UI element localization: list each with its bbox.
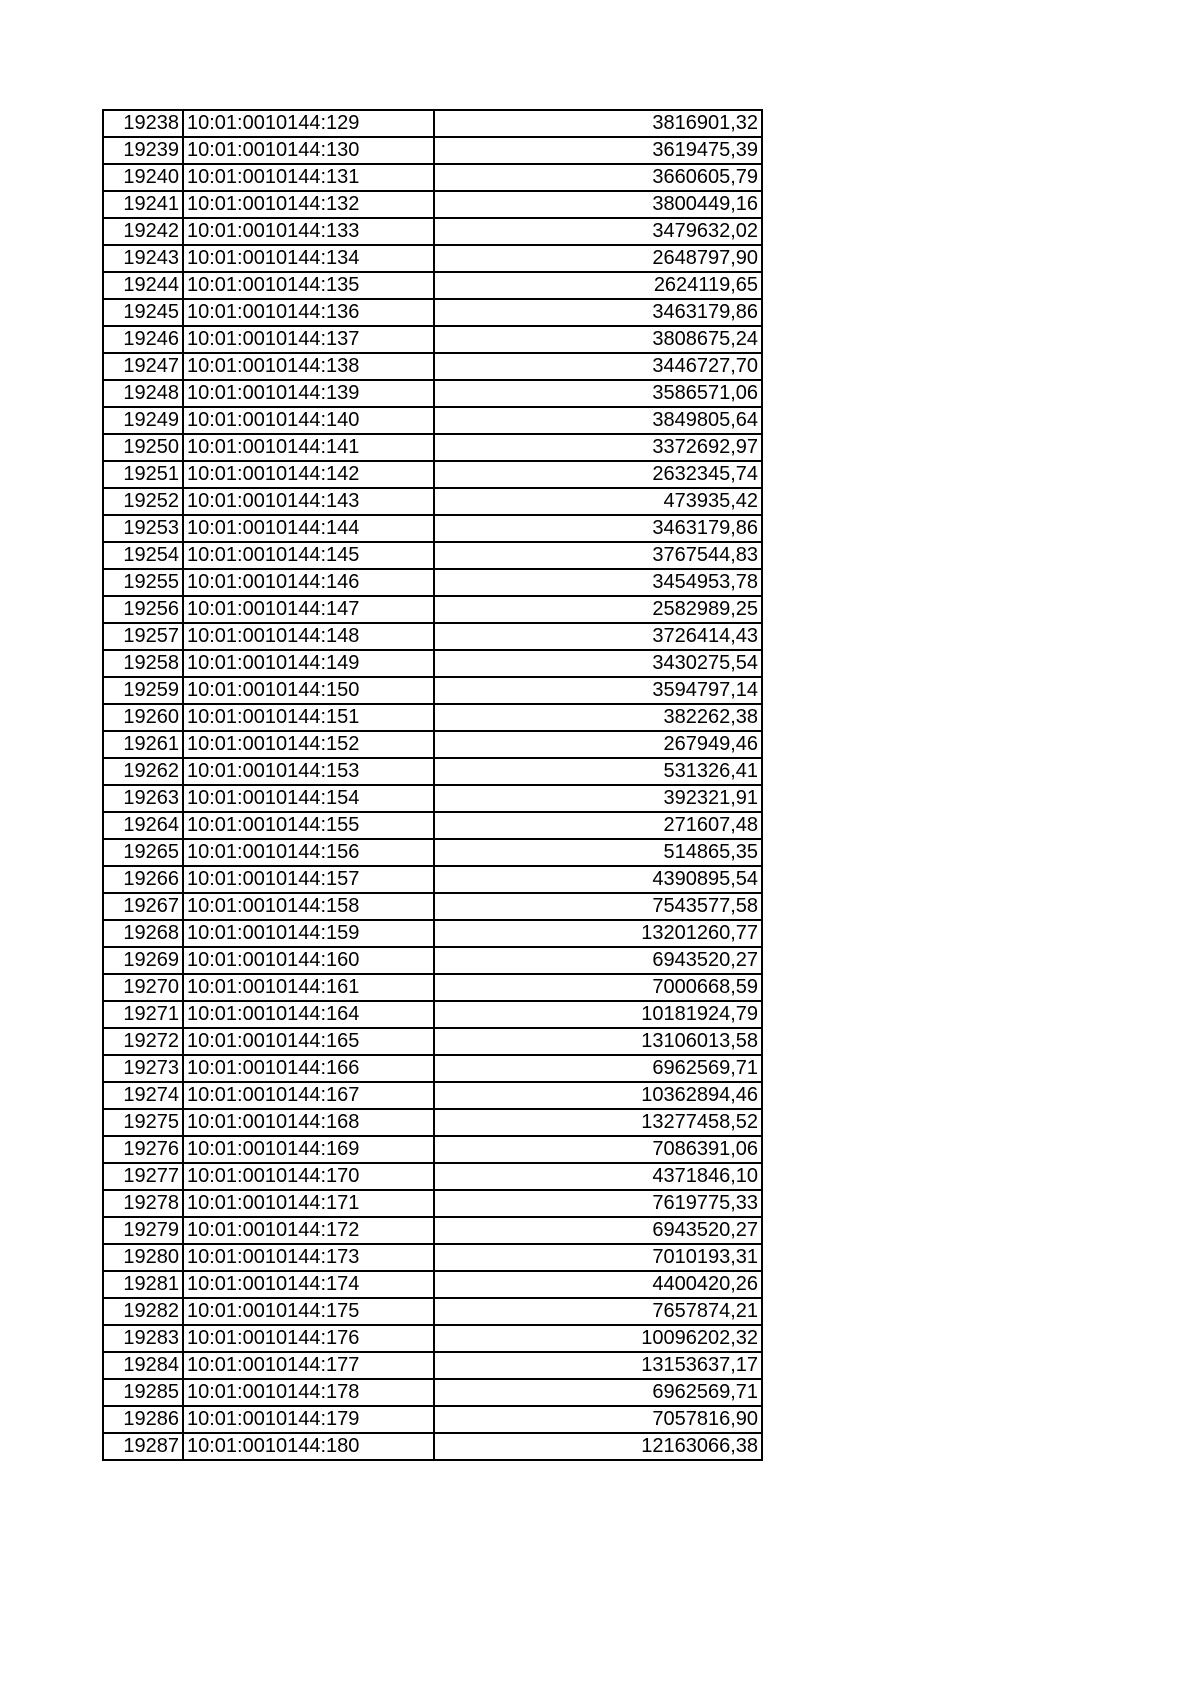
table-row	[103, 812, 762, 839]
row-number-cell: 19252	[103, 488, 183, 515]
cadastral-value-cell: 10362894,46	[434, 1082, 762, 1109]
cadastral-number-cell: 10:01:0010144:132	[183, 191, 434, 218]
cadastral-number-cell: 10:01:0010144:171	[183, 1190, 434, 1217]
cadastral-value-cell: 3463179,86	[434, 515, 762, 542]
cadastral-number-cell: 10:01:0010144:149	[183, 650, 434, 677]
cadastral-value-cell: 3726414,43	[434, 623, 762, 650]
cadastral-number-cell: 10:01:0010144:155	[183, 812, 434, 839]
table-row	[103, 137, 762, 164]
cadastral-value-cell: 3479632,02	[434, 218, 762, 245]
row-number-cell: 19260	[103, 704, 183, 731]
cadastral-value-cell: 3660605,79	[434, 164, 762, 191]
cadastral-value-cell: 2582989,25	[434, 596, 762, 623]
row-number-cell: 19243	[103, 245, 183, 272]
cadastral-value-cell: 7619775,33	[434, 1190, 762, 1217]
table-row	[103, 596, 762, 623]
cadastral-number-cell: 10:01:0010144:166	[183, 1055, 434, 1082]
cadastral-number-cell: 10:01:0010144:130	[183, 137, 434, 164]
row-number-cell: 19239	[103, 137, 183, 164]
cadastral-number-cell: 10:01:0010144:146	[183, 569, 434, 596]
row-number-cell: 19244	[103, 272, 183, 299]
cadastral-number-cell: 10:01:0010144:167	[183, 1082, 434, 1109]
cadastral-value-cell: 13201260,77	[434, 920, 762, 947]
cadastral-value-cell: 6943520,27	[434, 947, 762, 974]
table-row	[103, 191, 762, 218]
cadastral-number-cell: 10:01:0010144:133	[183, 218, 434, 245]
cadastral-value-cell: 267949,46	[434, 731, 762, 758]
row-number-cell: 19242	[103, 218, 183, 245]
cadastral-number-cell: 10:01:0010144:136	[183, 299, 434, 326]
table-row	[103, 704, 762, 731]
table-row	[103, 974, 762, 1001]
cadastral-value-cell: 531326,41	[434, 758, 762, 785]
cadastral-value-cell: 6962569,71	[434, 1055, 762, 1082]
table-row	[103, 1136, 762, 1163]
cadastral-number-cell: 10:01:0010144:150	[183, 677, 434, 704]
table-row	[103, 1379, 762, 1406]
cadastral-number-cell: 10:01:0010144:172	[183, 1217, 434, 1244]
table-row	[103, 1190, 762, 1217]
cadastral-value-cell: 7010193,31	[434, 1244, 762, 1271]
table-row	[103, 1244, 762, 1271]
cadastral-number-cell: 10:01:0010144:140	[183, 407, 434, 434]
table-row	[103, 920, 762, 947]
table-row	[103, 1217, 762, 1244]
cadastral-value-cell: 392321,91	[434, 785, 762, 812]
row-number-cell: 19280	[103, 1244, 183, 1271]
cadastral-number-cell: 10:01:0010144:161	[183, 974, 434, 1001]
table-row	[103, 218, 762, 245]
cadastral-value-cell: 3808675,24	[434, 326, 762, 353]
cadastral-value-cell: 2648797,90	[434, 245, 762, 272]
row-number-cell: 19264	[103, 812, 183, 839]
row-number-cell: 19245	[103, 299, 183, 326]
cadastral-value-cell: 3767544,83	[434, 542, 762, 569]
table-row	[103, 758, 762, 785]
cadastral-number-cell: 10:01:0010144:178	[183, 1379, 434, 1406]
table-row	[103, 1001, 762, 1028]
table-row	[103, 1028, 762, 1055]
cadastral-value-cell: 2624119,65	[434, 272, 762, 299]
cadastral-value-cell: 7000668,59	[434, 974, 762, 1001]
cadastral-number-cell: 10:01:0010144:148	[183, 623, 434, 650]
table-row	[103, 866, 762, 893]
table-row	[103, 623, 762, 650]
cadastral-number-cell: 10:01:0010144:134	[183, 245, 434, 272]
row-number-cell: 19278	[103, 1190, 183, 1217]
cadastral-value-cell: 7657874,21	[434, 1298, 762, 1325]
cadastral-number-cell: 10:01:0010144:173	[183, 1244, 434, 1271]
cadastral-number-cell: 10:01:0010144:154	[183, 785, 434, 812]
table-row	[103, 1271, 762, 1298]
row-number-cell: 19255	[103, 569, 183, 596]
row-number-cell: 19282	[103, 1298, 183, 1325]
row-number-cell: 19272	[103, 1028, 183, 1055]
cadastral-number-cell: 10:01:0010144:168	[183, 1109, 434, 1136]
table-row	[103, 488, 762, 515]
cadastral-value-cell: 3849805,64	[434, 407, 762, 434]
cadastral-value-cell: 3594797,14	[434, 677, 762, 704]
table-row	[103, 542, 762, 569]
cadastral-number-cell: 10:01:0010144:159	[183, 920, 434, 947]
table-row	[103, 1109, 762, 1136]
cadastral-value-cell: 10181924,79	[434, 1001, 762, 1028]
cadastral-number-cell: 10:01:0010144:169	[183, 1136, 434, 1163]
row-number-cell: 19283	[103, 1325, 183, 1352]
table-row	[103, 515, 762, 542]
cadastral-number-cell: 10:01:0010144:129	[183, 110, 434, 137]
row-number-cell: 19248	[103, 380, 183, 407]
cadastral-value-cell: 3816901,32	[434, 110, 762, 137]
cadastral-number-cell: 10:01:0010144:170	[183, 1163, 434, 1190]
row-number-cell: 19270	[103, 974, 183, 1001]
row-number-cell: 19238	[103, 110, 183, 137]
cadastral-number-cell: 10:01:0010144:143	[183, 488, 434, 515]
row-number-cell: 19258	[103, 650, 183, 677]
table-row	[103, 434, 762, 461]
table-row	[103, 569, 762, 596]
cadastral-number-cell: 10:01:0010144:142	[183, 461, 434, 488]
table-row	[103, 677, 762, 704]
cadastral-number-cell: 10:01:0010144:138	[183, 353, 434, 380]
cadastral-number-cell: 10:01:0010144:131	[183, 164, 434, 191]
table-row	[103, 785, 762, 812]
table-row	[103, 947, 762, 974]
table-row	[103, 1163, 762, 1190]
row-number-cell: 19267	[103, 893, 183, 920]
table-row	[103, 299, 762, 326]
table-row	[103, 272, 762, 299]
cadastral-number-cell: 10:01:0010144:137	[183, 326, 434, 353]
table-row	[103, 326, 762, 353]
cadastral-value-cell: 10096202,32	[434, 1325, 762, 1352]
table-row	[103, 839, 762, 866]
row-number-cell: 19287	[103, 1433, 183, 1460]
row-number-cell: 19274	[103, 1082, 183, 1109]
table-row	[103, 164, 762, 191]
cadastral-value-cell: 7543577,58	[434, 893, 762, 920]
row-number-cell: 19262	[103, 758, 183, 785]
cadastral-number-cell: 10:01:0010144:158	[183, 893, 434, 920]
cadastral-value-cell: 382262,38	[434, 704, 762, 731]
cadastral-number-cell: 10:01:0010144:180	[183, 1433, 434, 1460]
cadastral-value-cell: 271607,48	[434, 812, 762, 839]
table-row	[103, 1352, 762, 1379]
cadastral-number-cell: 10:01:0010144:141	[183, 434, 434, 461]
cadastral-number-cell: 10:01:0010144:145	[183, 542, 434, 569]
table-row	[103, 407, 762, 434]
row-number-cell: 19254	[103, 542, 183, 569]
row-number-cell: 19240	[103, 164, 183, 191]
table-row	[103, 353, 762, 380]
row-number-cell: 19286	[103, 1406, 183, 1433]
cadastral-value-cell: 473935,42	[434, 488, 762, 515]
cadastral-number-cell: 10:01:0010144:139	[183, 380, 434, 407]
table-row	[103, 1298, 762, 1325]
cadastral-value-cell: 3800449,16	[434, 191, 762, 218]
cadastral-value-cell: 3619475,39	[434, 137, 762, 164]
row-number-cell: 19241	[103, 191, 183, 218]
row-number-cell: 19268	[103, 920, 183, 947]
row-number-cell: 19273	[103, 1055, 183, 1082]
table-row	[103, 1325, 762, 1352]
cadastral-value-cell: 2632345,74	[434, 461, 762, 488]
row-number-cell: 19246	[103, 326, 183, 353]
table-row	[103, 893, 762, 920]
cadastral-number-cell: 10:01:0010144:153	[183, 758, 434, 785]
row-number-cell: 19247	[103, 353, 183, 380]
cadastral-number-cell: 10:01:0010144:156	[183, 839, 434, 866]
cadastral-value-cell: 13106013,58	[434, 1028, 762, 1055]
cadastral-number-cell: 10:01:0010144:177	[183, 1352, 434, 1379]
cadastral-number-cell: 10:01:0010144:157	[183, 866, 434, 893]
table-row	[103, 1433, 762, 1460]
row-number-cell: 19269	[103, 947, 183, 974]
cadastral-number-cell: 10:01:0010144:176	[183, 1325, 434, 1352]
row-number-cell: 19285	[103, 1379, 183, 1406]
cadastral-value-cell: 13153637,17	[434, 1352, 762, 1379]
cadastral-value-cell: 7086391,06	[434, 1136, 762, 1163]
cadastral-number-cell: 10:01:0010144:165	[183, 1028, 434, 1055]
cadastral-number-cell: 10:01:0010144:174	[183, 1271, 434, 1298]
table-row	[103, 1082, 762, 1109]
cadastral-number-cell: 10:01:0010144:152	[183, 731, 434, 758]
table-row	[103, 650, 762, 677]
table-row	[103, 110, 762, 137]
row-number-cell: 19284	[103, 1352, 183, 1379]
row-number-cell: 19279	[103, 1217, 183, 1244]
cadastral-value-cell: 6962569,71	[434, 1379, 762, 1406]
row-number-cell: 19253	[103, 515, 183, 542]
cadastral-value-cell: 514865,35	[434, 839, 762, 866]
row-number-cell: 19265	[103, 839, 183, 866]
table-row	[103, 1406, 762, 1433]
row-number-cell: 19259	[103, 677, 183, 704]
cadastral-value-cell: 4371846,10	[434, 1163, 762, 1190]
cadastral-value-cell: 3454953,78	[434, 569, 762, 596]
row-number-cell: 19249	[103, 407, 183, 434]
table-row	[103, 1055, 762, 1082]
row-number-cell: 19275	[103, 1109, 183, 1136]
row-number-cell: 19250	[103, 434, 183, 461]
cadastral-value-table	[102, 109, 763, 1461]
row-number-cell: 19276	[103, 1136, 183, 1163]
cadastral-value-cell: 4400420,26	[434, 1271, 762, 1298]
row-number-cell: 19251	[103, 461, 183, 488]
cadastral-value-cell: 4390895,54	[434, 866, 762, 893]
cadastral-number-cell: 10:01:0010144:147	[183, 596, 434, 623]
cadastral-number-cell: 10:01:0010144:144	[183, 515, 434, 542]
table-row	[103, 245, 762, 272]
cadastral-number-cell: 10:01:0010144:179	[183, 1406, 434, 1433]
row-number-cell: 19261	[103, 731, 183, 758]
row-number-cell: 19257	[103, 623, 183, 650]
row-number-cell: 19277	[103, 1163, 183, 1190]
table-row	[103, 731, 762, 758]
table-row	[103, 380, 762, 407]
cadastral-value-cell: 3372692,97	[434, 434, 762, 461]
row-number-cell: 19271	[103, 1001, 183, 1028]
cadastral-value-cell: 6943520,27	[434, 1217, 762, 1244]
cadastral-value-cell: 3586571,06	[434, 380, 762, 407]
cadastral-number-cell: 10:01:0010144:151	[183, 704, 434, 731]
cadastral-number-cell: 10:01:0010144:160	[183, 947, 434, 974]
cadastral-value-cell: 3446727,70	[434, 353, 762, 380]
cadastral-value-cell: 12163066,38	[434, 1433, 762, 1460]
row-number-cell: 19256	[103, 596, 183, 623]
cadastral-number-cell: 10:01:0010144:175	[183, 1298, 434, 1325]
cadastral-value-cell: 3463179,86	[434, 299, 762, 326]
row-number-cell: 19266	[103, 866, 183, 893]
table-body	[103, 110, 762, 1460]
cadastral-number-cell: 10:01:0010144:135	[183, 272, 434, 299]
cadastral-number-cell: 10:01:0010144:164	[183, 1001, 434, 1028]
table-row	[103, 461, 762, 488]
cadastral-value-cell: 7057816,90	[434, 1406, 762, 1433]
row-number-cell: 19263	[103, 785, 183, 812]
row-number-cell: 19281	[103, 1271, 183, 1298]
cadastral-value-cell: 13277458,52	[434, 1109, 762, 1136]
cadastral-value-cell: 3430275,54	[434, 650, 762, 677]
